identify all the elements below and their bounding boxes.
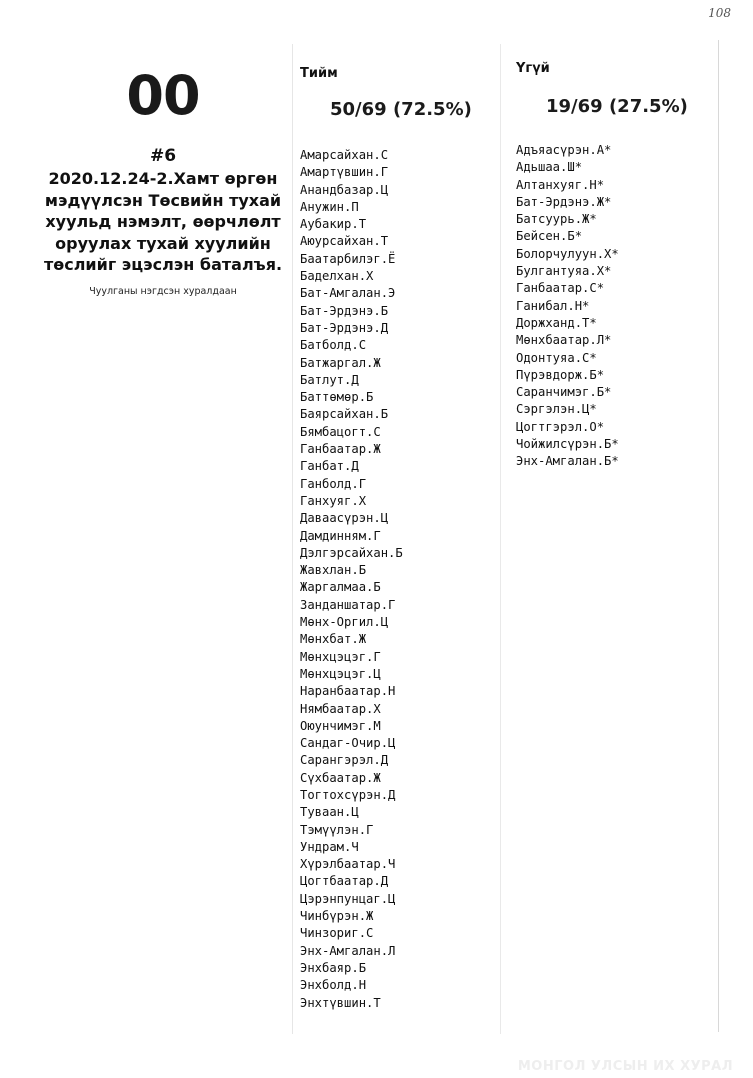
voter-name: Бямбацогт.С: [300, 424, 381, 439]
voter-name: Аубакир.Т: [300, 217, 367, 232]
voter-name: Сарангэрэл.Д: [300, 753, 389, 768]
voter-name: Чинзориг.С: [300, 926, 374, 941]
voter-name: Тогтохсүрэн.Д: [300, 787, 396, 802]
voter-name: Дамдинням.Г: [300, 528, 381, 543]
voter-name: Энхболд.Н: [300, 978, 367, 993]
voter-name: Батболд.С: [300, 338, 367, 353]
voter-name: Хүрэлбаатар.Ч: [300, 857, 396, 872]
agenda-item-title: 2020.12.24-2.Хамт өргөн мэдүүлсэн Төсвийн тухай хуульд нэмэлт, өөрчлөлт оруулах тухай хуулийн төслийг эцэслэн баталъя.: [43, 169, 283, 274]
voter-name: Булгантуяа.Х*: [516, 264, 612, 279]
voter-name: Баттөмөр.Б: [300, 390, 374, 405]
voter-name: Жаргалмаа.Б: [300, 580, 381, 595]
voter-name: Цогтгэрэл.О*: [516, 419, 605, 434]
voter-name: Алтанхуяг.Н*: [516, 177, 605, 192]
voter-name: Ганбаатар.Ж: [300, 442, 381, 457]
voter-name: Анужин.П: [300, 199, 359, 214]
voter-name: Энхбаяр.Б: [300, 960, 367, 975]
voter-name: Ганболд.Г: [300, 476, 367, 491]
voter-name: Чойжилсүрэн.Б*: [516, 437, 619, 452]
voter-name: Бат-Эрдэнэ.Ж*: [516, 194, 612, 209]
voter-name: Даваасүрэн.Ц: [300, 511, 389, 526]
voter-name: Энх-Амгалан.Л: [300, 943, 396, 958]
voter-name: Батжаргал.Ж: [300, 355, 381, 370]
vote-summary-panel: [40, 62, 286, 298]
page-number: 108: [708, 6, 731, 20]
voter-name: Занданшатар.Г: [300, 597, 396, 612]
voter-name: Баярсайхан.Б: [300, 407, 389, 422]
yes-vote-count: 50/69 (72.5%): [330, 99, 472, 120]
voter-name: Дэлгэрсайхан.Б: [300, 545, 403, 560]
column-divider-left: [292, 44, 293, 1034]
voter-name: Сэргэлэн.Ц*: [516, 402, 597, 417]
no-voters-list: [516, 142, 619, 471]
voter-name: Баделхан.Х: [300, 269, 374, 284]
no-vote-count: 19/69 (27.5%): [546, 96, 688, 117]
voter-name: Адъяасүрэн.А*: [516, 143, 612, 157]
voter-name: Саранчимэг.Б*: [516, 385, 612, 400]
no-column-header: Үгүй: [516, 61, 550, 76]
voter-name: Энх-Амгалан.Б*: [516, 454, 619, 469]
yes-column-header: Тийм: [300, 66, 338, 81]
voter-name: Энхтүвшин.Т: [300, 995, 381, 1010]
voter-name: Доржханд.Т*: [516, 315, 597, 330]
voter-name: Бат-Эрдэнэ.Д: [300, 320, 389, 335]
voter-name: Одонтуяа.С*: [516, 350, 597, 365]
voter-name: Цэрэнпунцаг.Ц: [300, 891, 396, 906]
voter-name: Бат-Амгалан.Э: [300, 286, 396, 301]
voter-name: Анандбазар.Ц: [300, 182, 389, 197]
voter-name: Адьшаа.Ш*: [516, 160, 583, 175]
voter-name: Нямбаатар.Х: [300, 701, 381, 716]
voter-name: Чинбүрэн.Ж: [300, 909, 374, 924]
voter-name: Туваан.Ц: [300, 805, 359, 820]
voter-name: Оюунчимэг.М: [300, 718, 381, 733]
voter-name: Тэмүүлэн.Г: [300, 822, 374, 837]
voter-name: Сүхбаатар.Ж: [300, 770, 381, 785]
voter-name: Бат-Эрдэнэ.Б: [300, 303, 389, 318]
voter-name: Жавхлан.Б: [300, 563, 367, 578]
page-edge-line: [718, 40, 719, 1032]
voter-name: Ганбаатар.С*: [516, 281, 605, 296]
voter-name: Ганбат.Д: [300, 459, 359, 474]
footer-watermark: МОНГОЛ УЛСЫН ИХ ХУРАЛ: [517, 1059, 733, 1074]
voter-name: Батлут.Д: [300, 372, 359, 387]
voter-name: Ундрам.Ч: [300, 839, 359, 854]
voter-name: Наранбаатар.Н: [300, 684, 396, 699]
voter-name: Амарсайхан.С: [300, 148, 389, 162]
voter-name: Сандаг-Очир.Ц: [300, 736, 396, 751]
yes-voters-list: [300, 147, 403, 1012]
voter-name: Мөнхбаатар.Л*: [516, 333, 612, 348]
voter-name: Баатарбилэг.Ё: [300, 251, 396, 266]
voter-name: Бейсен.Б*: [516, 229, 583, 244]
vote-code: 00: [126, 64, 200, 127]
voter-name: Мөнхцэцэг.Г: [300, 649, 381, 664]
voter-name: Цогтбаатар.Д: [300, 874, 389, 889]
agenda-item-number: #6: [149, 146, 177, 166]
voter-name: Ганхуяг.Х: [300, 493, 367, 508]
voter-name: Болорчулуун.Х*: [516, 246, 619, 261]
voter-name: Ганибал.Н*: [516, 298, 590, 313]
column-divider-right: [500, 44, 501, 1034]
voter-name: Аюурсайхан.Т: [300, 234, 389, 249]
voter-name: Пүрэвдорж.Б*: [516, 367, 605, 382]
voter-name: Амартүвшин.Г: [300, 165, 389, 180]
voter-name: Мөнхцэцэг.Ц: [300, 666, 381, 681]
voter-name: Мөнх-Оргил.Ц: [300, 615, 389, 630]
session-name: Чуулганы нэгдсэн хуралдаан: [89, 285, 237, 297]
voter-name: Батсуурь.Ж*: [516, 212, 597, 227]
voter-name: Мөнхбат.Ж: [300, 632, 367, 647]
